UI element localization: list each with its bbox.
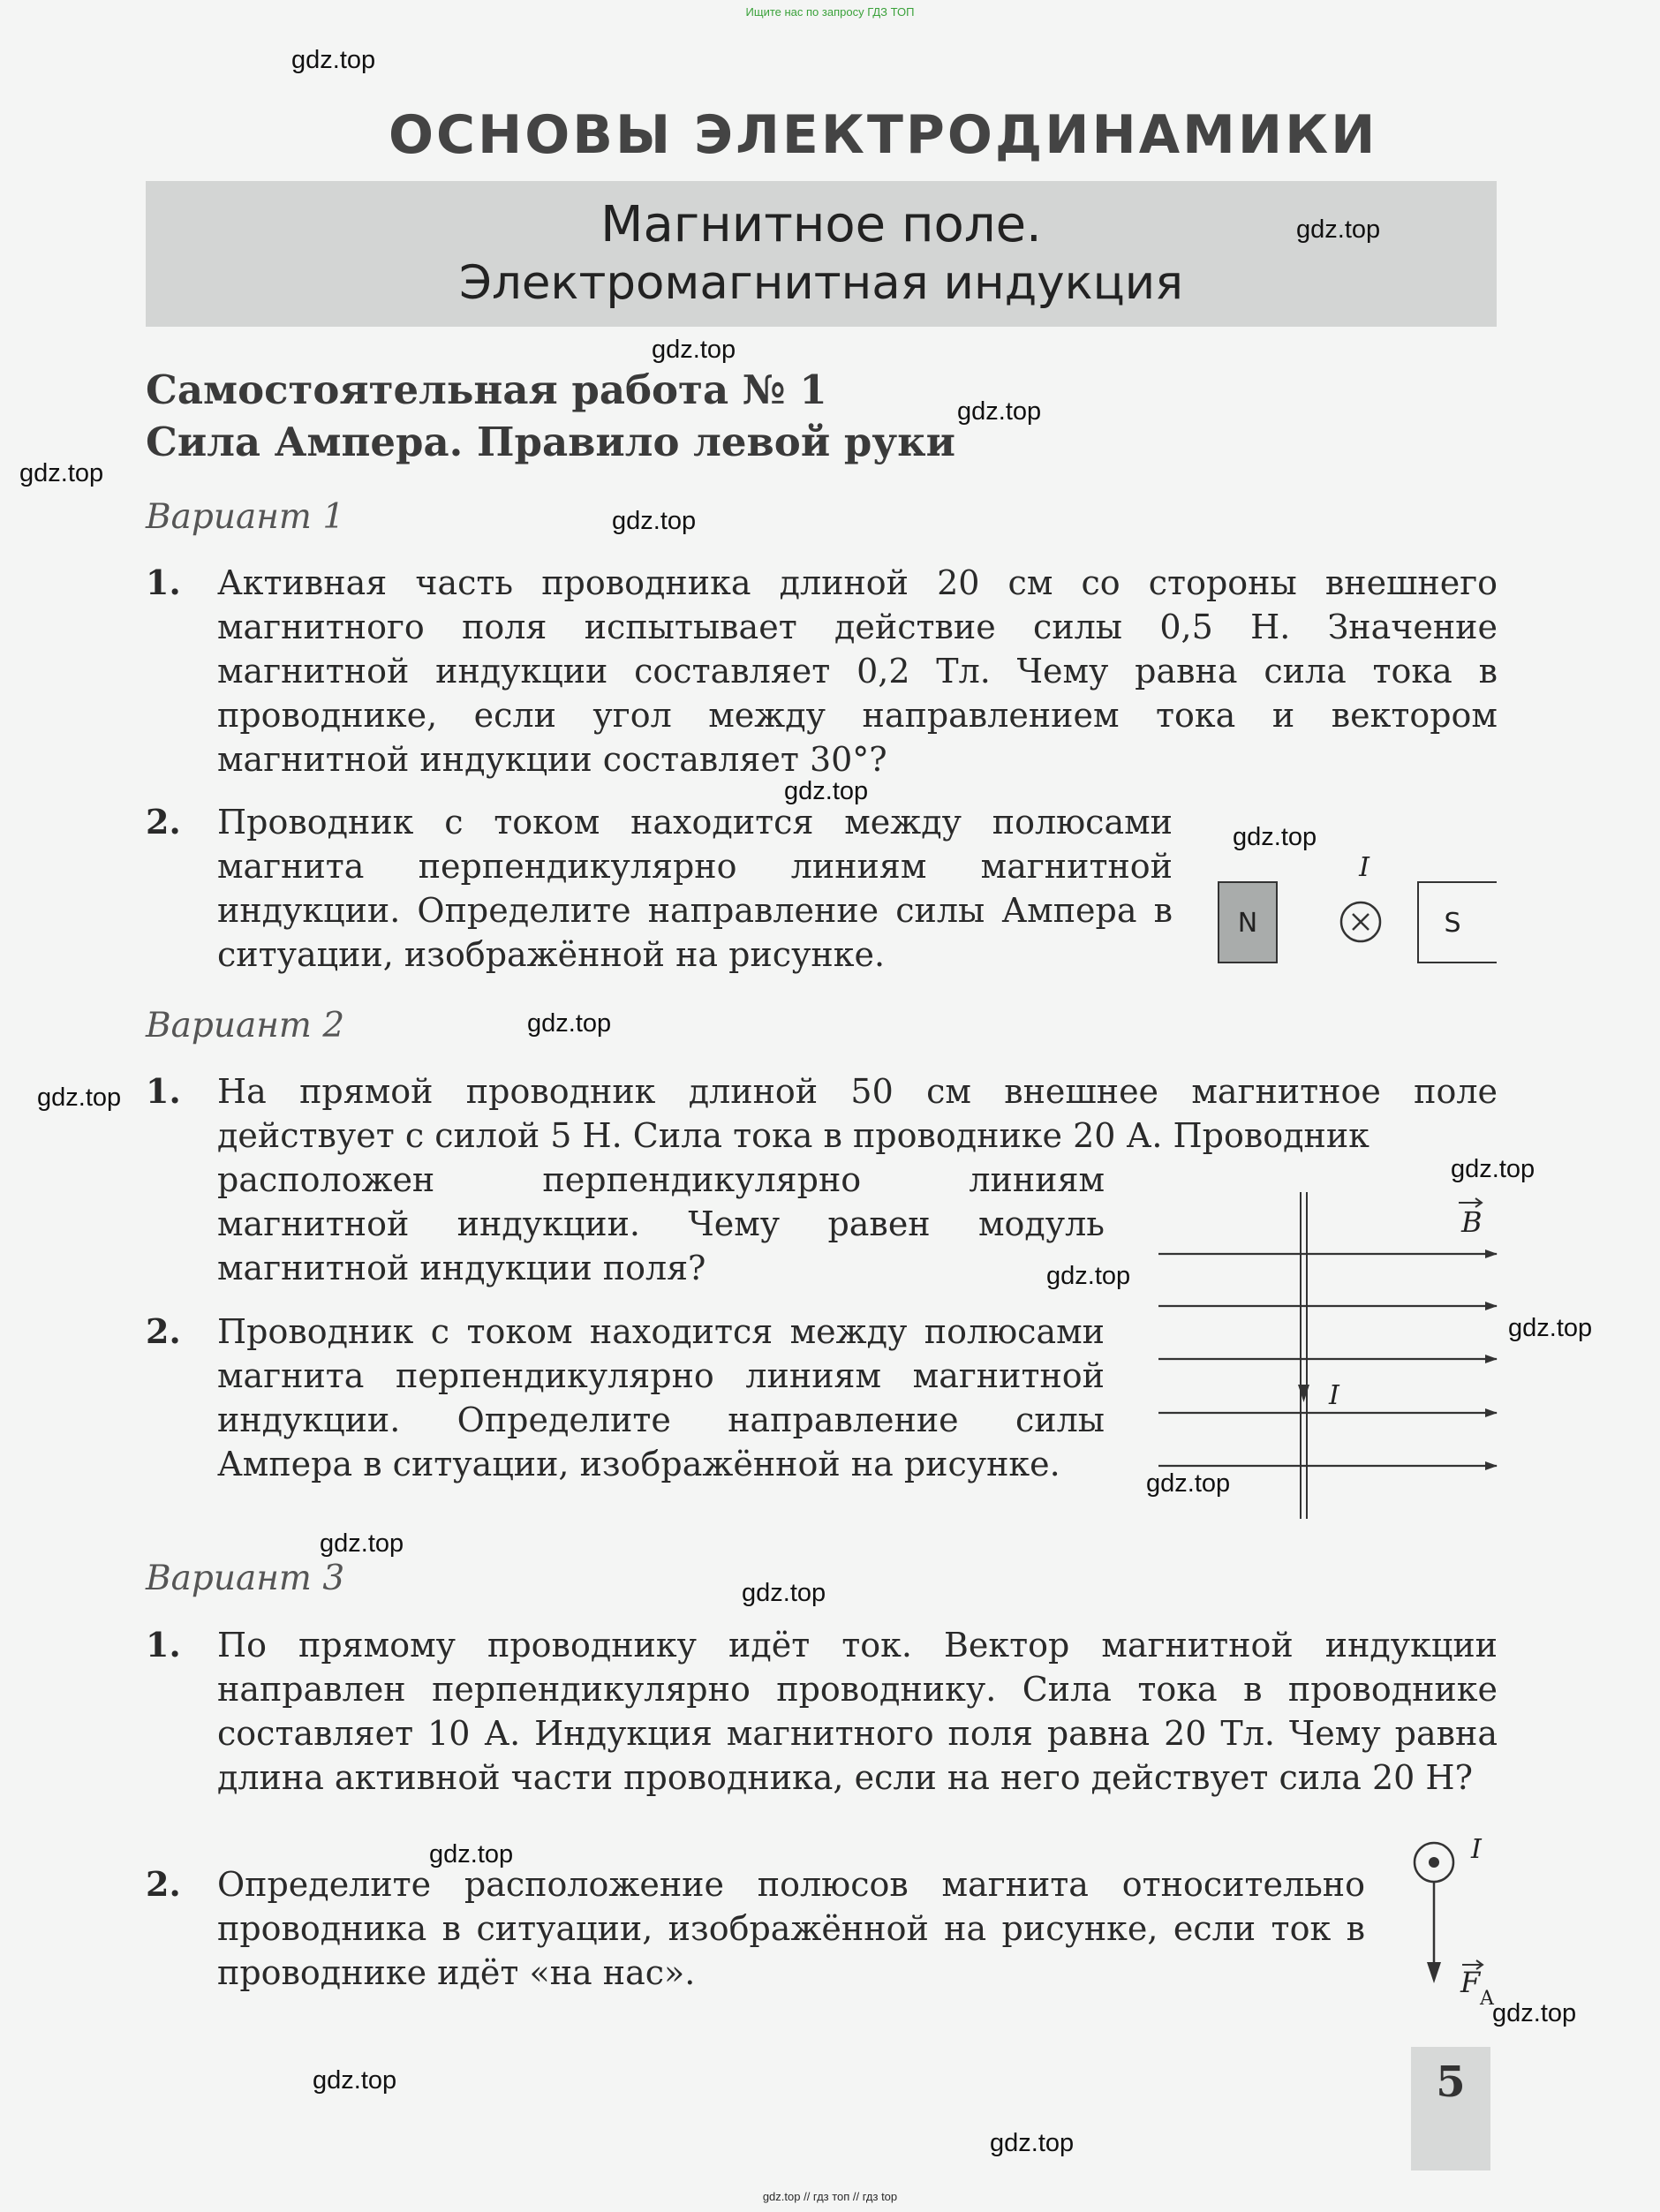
v2-task2-text: Проводник с током находится между полюсами магнита перпендикулярно линиям магнитной индукции. Определите направление силы Ампера в ситуации, изображённой на рисунке. <box>217 1312 1105 1483</box>
watermark: gdz.top <box>313 2066 397 2095</box>
figure-magnet-poles <box>1210 848 1501 971</box>
figure-force-current <box>1395 1819 1501 2013</box>
v2-task1-text-rest: расположен перпендикулярно линиям магнитной индукции. Чему равен модуль магнитной индукции поля? <box>217 1160 1105 1287</box>
current-label: I <box>1359 852 1370 883</box>
v2-task2-number: 2. <box>146 1311 181 1351</box>
chapter-title-line2: Электромагнитная индукция <box>458 256 1184 310</box>
watermark: gdz.top <box>527 1009 612 1038</box>
v3-task2-text: Определите расположение полюсов магнита относительно проводника в ситуации, изображённой на рисунке, если ток в проводнике идёт «на нас». <box>217 1865 1365 1992</box>
force-arrow-head-icon <box>1427 1962 1441 1983</box>
watermark: gdz.top <box>1508 1314 1593 1342</box>
v2-task1-text-line1: На прямой проводник длиной 50 см внешнее магнитное поле действует с силой 5 Н. Сила тока в проводнике 20 А. Проводник <box>217 1072 1498 1155</box>
watermark: gdz.top <box>990 2129 1075 2157</box>
top-note: Ищите нас по запросу ГДЗ ТОП <box>745 5 915 19</box>
variant-2-label: Вариант 2 <box>146 1006 345 1046</box>
v2-task1-number: 1. <box>146 1071 181 1111</box>
watermark: gdz.top <box>37 1083 122 1112</box>
watermark: gdz.top <box>1233 823 1317 851</box>
section-title: ОСНОВЫ ЭЛЕКТРОДИНАМИКИ <box>389 104 1378 166</box>
north-pole-label: N <box>1237 908 1258 939</box>
watermark: gdz.top <box>320 1529 404 1558</box>
variant-3-label: Вариант 3 <box>146 1559 345 1598</box>
dot-mark <box>1429 1857 1439 1868</box>
watermark: gdz.top <box>612 507 697 535</box>
variant-1-label: Вариант 1 <box>146 497 345 537</box>
cross-mark <box>1353 914 1369 930</box>
v3-task1-text: По прямому проводнику идёт ток. Вектор магнитной индукции направлен перпендикулярно проводнику. Сила тока в проводнике составляет 10 А. Индукция магнитного поля равна 20 Тл. Чему равна длина активной части проводника, если на него действует сила 20 Н? <box>217 1626 1498 1797</box>
watermark: gdz.top <box>1296 215 1381 244</box>
watermark: gdz.top <box>652 336 736 364</box>
watermark: gdz.top <box>957 397 1042 426</box>
watermark: gdz.top <box>784 777 869 805</box>
v1-task2-text: Проводник с током находится между полюсами магнита перпендикулярно линиям магнитной индукции. Определите направление силы Ампера в ситуации, изображённой на рисунке. <box>217 803 1173 974</box>
work-title: Самостоятельная работа № 1 <box>146 366 827 413</box>
field-vector-label: B <box>1461 1205 1483 1239</box>
current-down-arrow-icon <box>1298 1385 1309 1402</box>
force-subscript: A <box>1480 1988 1494 2010</box>
watermark: gdz.top <box>1146 1469 1231 1498</box>
watermark: gdz.top <box>429 1840 514 1868</box>
v1-task1-number: 1. <box>146 562 181 602</box>
watermark: gdz.top <box>19 459 104 487</box>
v3-task1-number: 1. <box>146 1625 181 1665</box>
force-label: F <box>1460 1966 1481 1999</box>
current-label: I <box>1329 1380 1339 1411</box>
south-pole-label: S <box>1444 908 1461 939</box>
current-label: I <box>1471 1834 1482 1865</box>
page-number: 5 <box>1436 2057 1466 2107</box>
watermark: gdz.top <box>1451 1155 1536 1183</box>
work-subtitle: Сила Ампера. Правило левой руки <box>146 419 956 465</box>
watermark: gdz.top <box>291 46 376 74</box>
watermark: gdz.top <box>742 1579 826 1607</box>
chapter-title-line1: Магнитное поле. <box>600 196 1042 253</box>
v1-task1-text: Активная часть проводника длиной 20 см со стороны внешнего магнитного поля испытывает действие силы 0,5 Н. Значение магнитной индукции составляет 0,2 Тл. Чему равна сила тока в проводнике, если угол между направлением тока и вектором магнитной индукции составляет 30°? <box>217 563 1498 779</box>
field-lines <box>1158 1254 1497 1466</box>
v3-task2-number: 2. <box>146 1864 181 1904</box>
v1-task2-number: 2. <box>146 802 181 842</box>
bottom-note: gdz.top // гдз топ // гдз top <box>762 2190 898 2203</box>
watermark: gdz.top <box>1492 1999 1577 2027</box>
watermark: gdz.top <box>1046 1262 1131 1290</box>
